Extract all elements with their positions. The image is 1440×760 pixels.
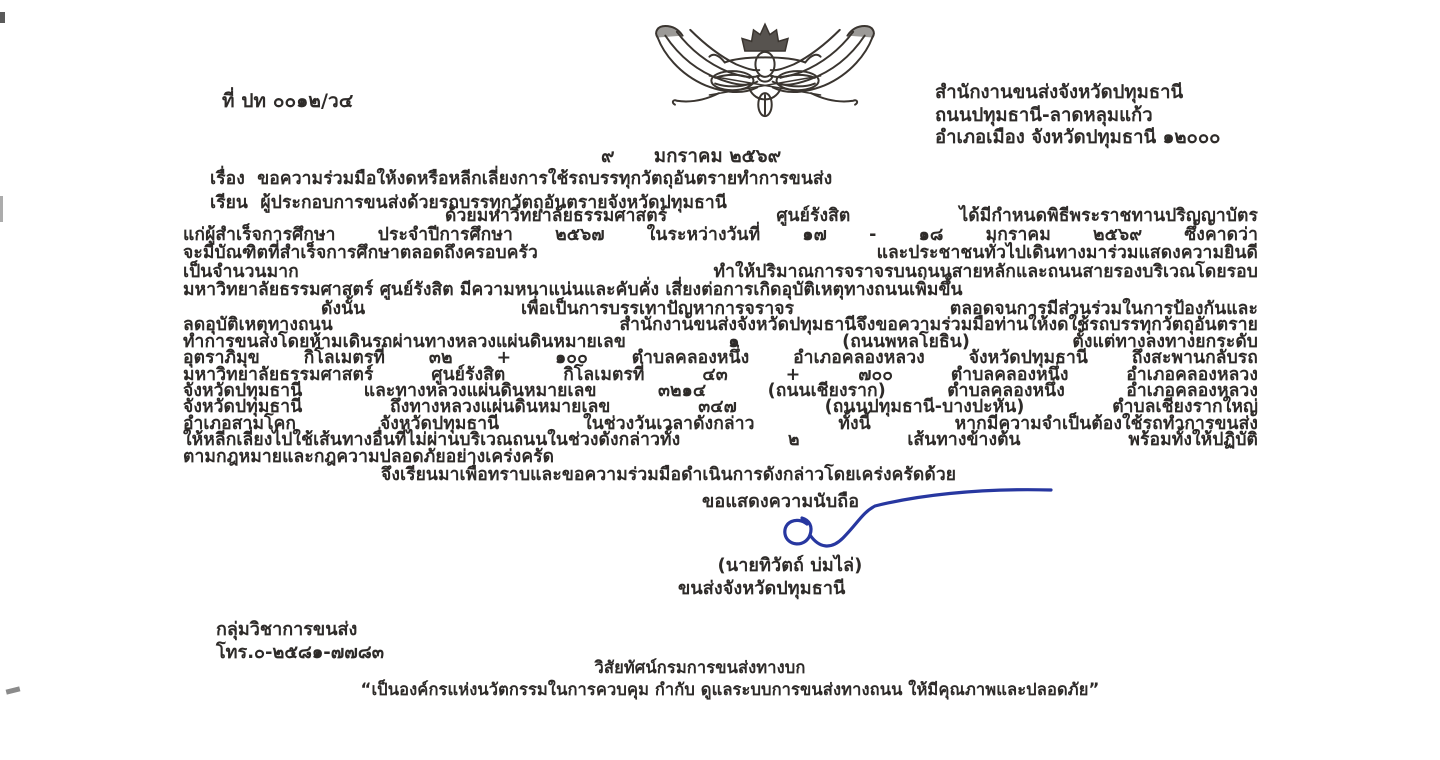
- paragraph-line: จังหวัดปทุมธานี และทางหลวงแผ่นดินหมายเลข ๓๒๑๔ (ถนนเชียงราก) ตำบลคลองหนึ่ง อำเภอคลองหลวง: [183, 381, 1258, 402]
- paragraph-line: จะมีบัณฑิตที่สำเร็จการศึกษาตลอดถึงครอบครัว และประชาชนทั่วไปเดินทางมาร่วมแสดงความยินดี: [183, 243, 1258, 264]
- scan-artifact: [0, 196, 3, 222]
- paragraph-line: แก่ผู้สำเร็จการศึกษา ประจำปีการศึกษา ๒๕๖๗ ในระหว่างวันที่ ๑๗ - ๑๘ มกราคม ๒๕๖๙ ซึ่งคาดว่า: [183, 224, 1258, 245]
- ref-number: ที่ ปท ๐๐๑๒/ว๔: [222, 90, 354, 112]
- paragraph-line: ตามกฎหมายและกฎความปลอดภัยอย่างเคร่งครัด: [183, 446, 555, 467]
- body-paragraph-3: [183, 460, 1258, 488]
- vision-quote: “เป็นองค์กรแห่งนวัตกรรมในการควบคุม กำกับ ดูแลระบบการขนส่งทางถนน ให้มีคุณภาพและปลอดภัย”: [360, 680, 1100, 699]
- vision-title: วิสัยทัศน์กรมการขนส่งทางบก: [594, 658, 806, 677]
- paragraph-line: จึงเรียนมาเพื่อทราบและขอความร่วมมือดำเนินการดังกล่าวโดยเคร่งครัดด้วย: [381, 465, 957, 485]
- paragraph-line: จังหวัดปทุมธานี ถึงทางหลวงแผ่นดินหมายเลข ๓๔๗ (ถนนปทุมธานี-บางปะหัน) ตำบลเชียงรากใหญ่: [183, 397, 1258, 418]
- body-paragraph-2: [183, 301, 1258, 465]
- paragraph-line: ให้หลีกเลี่ยงไปใช้เส้นทางอื่นที่ไม่ผ่านบริเวณถนนในช่วงดังกล่าวทั้ง ๒ เส้นทางข้างต้น พร้อมทั้งให้ปฏิบัติ: [183, 430, 1258, 451]
- signer-title: ขนส่งจังหวัดปทุมธานี: [678, 578, 846, 599]
- garuda-emblem-icon: [650, 20, 880, 126]
- paragraph-line: อุตราภิมุข กิโลเมตรที่ ๓๒ + ๑๐๐ ตำบลคลองหนึ่ง อำเภอคลองหลวง จังหวัดปทุมธานี ถึงสะพานกลับรถ: [183, 348, 1258, 369]
- sender-address-line: อำเภอเมือง จังหวัดปทุมธานี ๑๒๐๐๐: [935, 127, 1221, 148]
- body-paragraph-1: [183, 207, 1258, 300]
- footer-department: กลุ่มวิชาการขนส่ง: [216, 619, 358, 640]
- scan-artifact: [6, 686, 21, 694]
- signature-ink: [765, 478, 1055, 556]
- signer-name: (นายทิวัตถ์ บ่มไล่): [717, 555, 863, 576]
- sender-address-line: ถนนปทุมธานี-ลาดหลุมแก้ว: [935, 104, 1153, 126]
- scan-artifact: [0, 12, 5, 23]
- subject-line: เรื่อง ขอความร่วมมือให้งดหรือหลีกเลี่ยงการใช้รถบรรทุกวัตถุอันตรายทำการขนส่ง: [210, 169, 833, 189]
- paragraph-line: ทำการขนส่งโดยห้ามเดินรถผ่านทางหลวงแผ่นดินหมายเลข ๑ (ถนนพหลโยธิน) ตั้งแต่ทางลงทางยกระดับ: [183, 331, 1258, 352]
- paragraph-line: มหาวิทยาลัยธรรมศาสตร์ ศูนย์รังสิต มีความหนาแน่นและคับคั่ง เสี่ยงต่อการเกิดอุบัติเหตุทางถนนเพิ่มขึ้น: [183, 280, 963, 301]
- sender-address: [935, 82, 1220, 150]
- footer-phone: โทร.๐-๒๕๘๑-๗๗๘๓: [216, 642, 385, 663]
- letter-date: ๙ มกราคม ๒๕๖๙: [601, 146, 782, 167]
- paragraph-line: ดังนั้น เพื่อเป็นการบรรเทาปัญหาการจราจร ตลอดจนการมีส่วนร่วมในการป้องกันและ: [321, 299, 1258, 319]
- paragraph-line: เป็นจำนวนมาก ทำให้ปริมาณการจราจรบนถนนสายหลักและถนนสายรองบริเวณโดยรอบ: [183, 261, 1258, 282]
- recipient-line: เรียน ผู้ประกอบการขนส่งด้วยรถบรรทุกวัตถุอันตรายจังหวัดปทุมธานี: [210, 193, 727, 213]
- paragraph-line: ด้วยมหาวิทยาลัยธรรมศาสตร์ ศูนย์รังสิต ได้มีกำหนดพิธีพระราชทานปริญญาบัตร: [445, 206, 1258, 226]
- paragraph-line: อำเภอสามโคก จังหวัดปทุมธานี ในช่วงวันเวลาดังกล่าว ทั้งนี้ หากมีความจำเป็นต้องใช้รถทำการขนส่ง: [183, 413, 1258, 434]
- closing-salutation: ขอแสดงความนับถือ: [702, 491, 860, 512]
- sender-address-line: สำนักงานขนส่งจังหวัดปทุมธานี: [935, 82, 1184, 103]
- paragraph-line: ลดอุบัติเหตุทางถนน สำนักงานขนส่งจังหวัดปทุมธานีจึงขอความร่วมมือท่านให้งดใช้รถบรรทุกวัตถุอันตราย: [183, 315, 1258, 336]
- paragraph-line: มหาวิทยาลัยธรรมศาสตร์ ศูนย์รังสิต กิโลเมตรที่ ๔๓ + ๗๐๐ ตำบลคลองหนึ่ง อำเภอคลองหลวง: [183, 364, 1258, 385]
